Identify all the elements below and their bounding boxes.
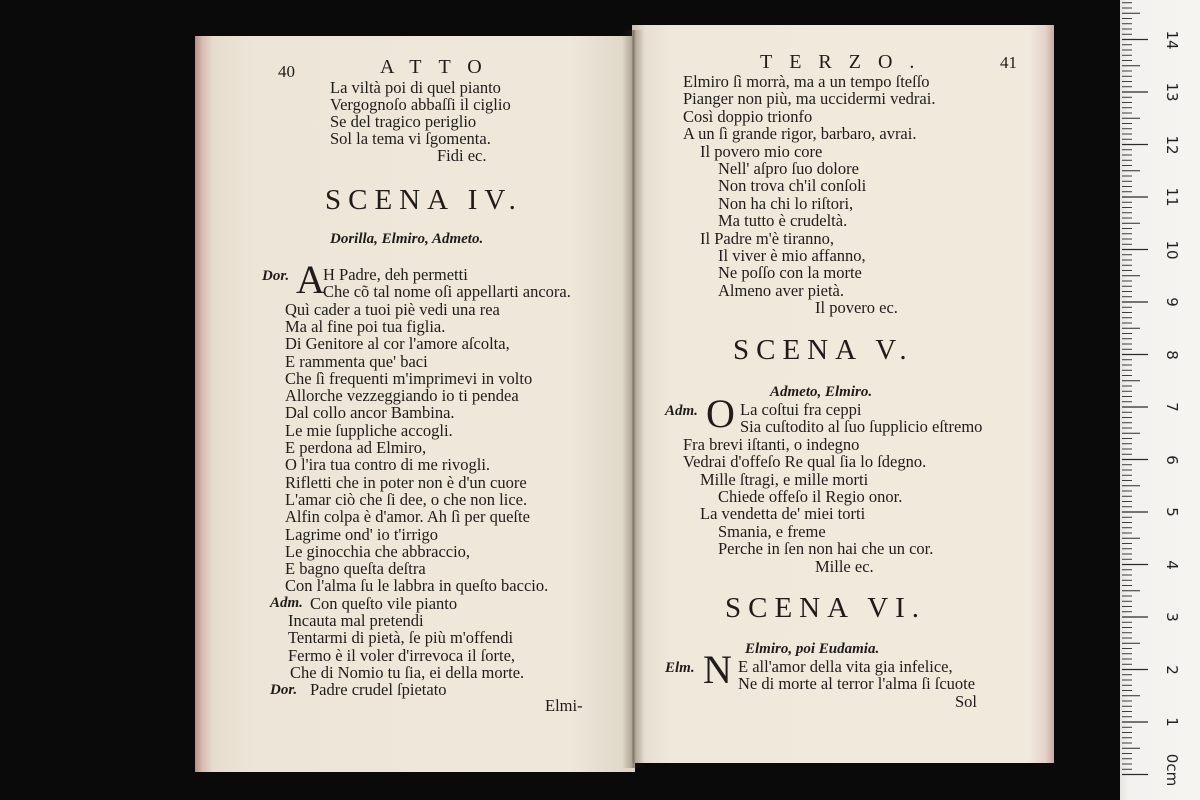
scene-characters: Elmiro, poi Eudamia. bbox=[745, 641, 880, 657]
verse-line: Sia cuſtodito al ſuo ſupplicio eſtremo bbox=[740, 417, 983, 437]
aria-line: Chiede offeſo il Regio onor. bbox=[718, 487, 903, 506]
speaker-label: Adm. bbox=[665, 403, 698, 419]
page-number: 41 bbox=[1000, 53, 1017, 72]
verse-line: Le ginocchia che abbraccio, bbox=[285, 541, 471, 561]
speaker-label: Dor. bbox=[270, 682, 298, 698]
aria-line: Ma tutto è crudeltà. bbox=[718, 211, 848, 231]
verse-line: Quì cader a tuoi piè vedi una rea bbox=[285, 299, 500, 319]
speaker-label: Elm. bbox=[665, 660, 695, 676]
verse-line: Fermo è il voler d'irrevoca il ſorte, bbox=[288, 645, 516, 665]
verse-line: E rammenta que' baci bbox=[285, 351, 428, 371]
verse-line: Lagrime ond' io t'irrigo bbox=[285, 524, 439, 544]
scene-characters: Admeto, Elmiro. bbox=[770, 384, 873, 400]
ruler-label: 1 bbox=[1163, 717, 1181, 727]
verse-line: Con l'alma ſu le labbra in queſto baccio. bbox=[285, 576, 549, 596]
ruler-unit-label: 0cm bbox=[1163, 753, 1181, 787]
aria-line: Mille ſtragi, e mille morti bbox=[700, 469, 869, 489]
verse-line: Tentarmi di pietà, ſe più m'offendi bbox=[288, 628, 514, 648]
verse-line: Padre crudel ſpietato bbox=[310, 680, 447, 700]
catchword: Sol bbox=[955, 692, 978, 711]
aria-line: Perche in ſen non hai che un cor. bbox=[718, 539, 934, 559]
verse-line: Vedrai d'offeſo Re qual ſia lo ſdegno. bbox=[683, 452, 927, 472]
aria-line: La vendetta de' miei torti bbox=[700, 504, 866, 524]
verse-line: E perdona ad Elmiro, bbox=[285, 438, 427, 457]
verse-line: Se del tragico periglio bbox=[330, 112, 477, 131]
aria-line: Non ha chi lo riſtori, bbox=[718, 193, 854, 213]
speaker-label: Adm. bbox=[270, 595, 303, 611]
ruler-ticks bbox=[1120, 0, 1200, 800]
verse-line: Con queſto vile pianto bbox=[310, 593, 458, 613]
ruler-label: 11 bbox=[1163, 187, 1181, 207]
ruler-label: 13 bbox=[1163, 82, 1181, 102]
verse-line: Elmiro ſì morrà, ma a un tempo ſteſſo bbox=[683, 72, 930, 91]
book-gutter bbox=[622, 30, 644, 768]
verse-line: Vergognoſo abbaſſi il ciglio bbox=[330, 95, 511, 114]
ruler-label: 10 bbox=[1163, 239, 1181, 260]
verse-line: A un ſì grande rigor, barbaro, avrai. bbox=[683, 124, 917, 144]
ruler-label: 7 bbox=[1163, 402, 1181, 412]
verse-line: Così doppio trionfo bbox=[683, 106, 813, 126]
verse-line: Incauta mal pretendi bbox=[288, 611, 424, 630]
verse-line: E all'amor della vita gia infelice, bbox=[738, 657, 953, 676]
scene-title: SCENA V. bbox=[733, 334, 914, 366]
aria-line: Smania, e freme bbox=[718, 521, 826, 541]
aria-line: Nell' aſpro ſuo dolore bbox=[718, 159, 859, 178]
aria-line: Non trova ch'il conſoli bbox=[718, 176, 867, 196]
scene-title: SCENA IV. bbox=[325, 184, 523, 216]
aria-cue: Il povero ec. bbox=[815, 298, 898, 318]
running-head: TERZO. bbox=[760, 51, 932, 73]
verse-line: Di Genitore al cor l'amore aſcolta, bbox=[285, 334, 510, 354]
ruler-label: 8 bbox=[1163, 349, 1181, 360]
drop-cap: N bbox=[703, 647, 732, 692]
ruler-label: 5 bbox=[1163, 507, 1181, 517]
verse-line: Dal collo ancor Bambina. bbox=[285, 403, 455, 423]
running-head: ATTO bbox=[380, 56, 499, 78]
aria-line: Il Padre m'è tiranno, bbox=[700, 228, 835, 248]
verse-line: Alfin colpa è d'amor. Ah ſì per queſte bbox=[285, 507, 530, 527]
aria-line: Almeno aver pietà. bbox=[718, 280, 844, 300]
aria-cue: Mille ec. bbox=[815, 556, 874, 576]
ruler-label: 12 bbox=[1163, 134, 1181, 155]
scene-title: SCENA VI. bbox=[725, 592, 927, 624]
verse-line: E bagno queſta deſtra bbox=[285, 559, 426, 579]
verse-line: Sol la tema vi ſgomenta. bbox=[330, 129, 491, 148]
page-number: 40 bbox=[278, 62, 295, 81]
verse-line: Ne di morte al terror l'alma ſi ſcuote bbox=[738, 674, 976, 694]
verse-line: Che cõ tal nome oſi appellarti ancora. bbox=[323, 282, 571, 302]
measuring-ruler bbox=[1120, 0, 1200, 800]
drop-cap: A bbox=[296, 257, 325, 302]
verse-line: Rifletti che in poter non è d'un cuore bbox=[285, 472, 527, 492]
aria-line: Ne poſſo con la morte bbox=[718, 263, 862, 283]
ruler-label: 9 bbox=[1163, 297, 1181, 307]
ruler-label: 3 bbox=[1163, 612, 1181, 622]
ruler-label: 4 bbox=[1163, 559, 1181, 570]
verse-line: La viltà poi di quel pianto bbox=[330, 78, 501, 97]
verse-line: O l'ira tua contro di me rivogli. bbox=[285, 455, 491, 475]
verse-line: La coſtui fra ceppi bbox=[740, 400, 862, 419]
verse-line: Che di Nomio tu ſia, ei della morte. bbox=[290, 662, 525, 682]
verse-line: Fra brevi iſtanti, o indegno bbox=[683, 434, 860, 454]
verse-line: H Padre, deh permetti bbox=[323, 265, 468, 284]
aria-line: Il povero mio core bbox=[700, 141, 823, 161]
aria-line: Il viver è mio affanno, bbox=[718, 246, 866, 265]
ruler-label: 2 bbox=[1163, 664, 1181, 675]
aria-cue: Fidi ec. bbox=[437, 146, 487, 165]
speaker-label: Dor. bbox=[262, 268, 290, 284]
verse-line: Allorche vezzeggiando io ti pendea bbox=[285, 386, 519, 406]
drop-cap: O bbox=[706, 391, 735, 436]
verse-line: Pianger non più, ma uccidermi vedrai. bbox=[683, 89, 936, 109]
catchword: Elmi- bbox=[545, 696, 583, 715]
ruler-label: 6 bbox=[1163, 454, 1181, 465]
verse-line: Le mie ſuppliche accogli. bbox=[285, 420, 453, 440]
verse-line: L'amar ciò che ſi dee, o che non lice. bbox=[285, 489, 528, 509]
verse-line: Ma al fine poi tua figlia. bbox=[285, 316, 446, 336]
ruler-label: 14 bbox=[1163, 29, 1181, 50]
verse-line: Che ſì frequenti m'imprimevi in volto bbox=[285, 368, 533, 388]
scene-characters: Dorilla, Elmiro, Admeto. bbox=[330, 231, 484, 247]
